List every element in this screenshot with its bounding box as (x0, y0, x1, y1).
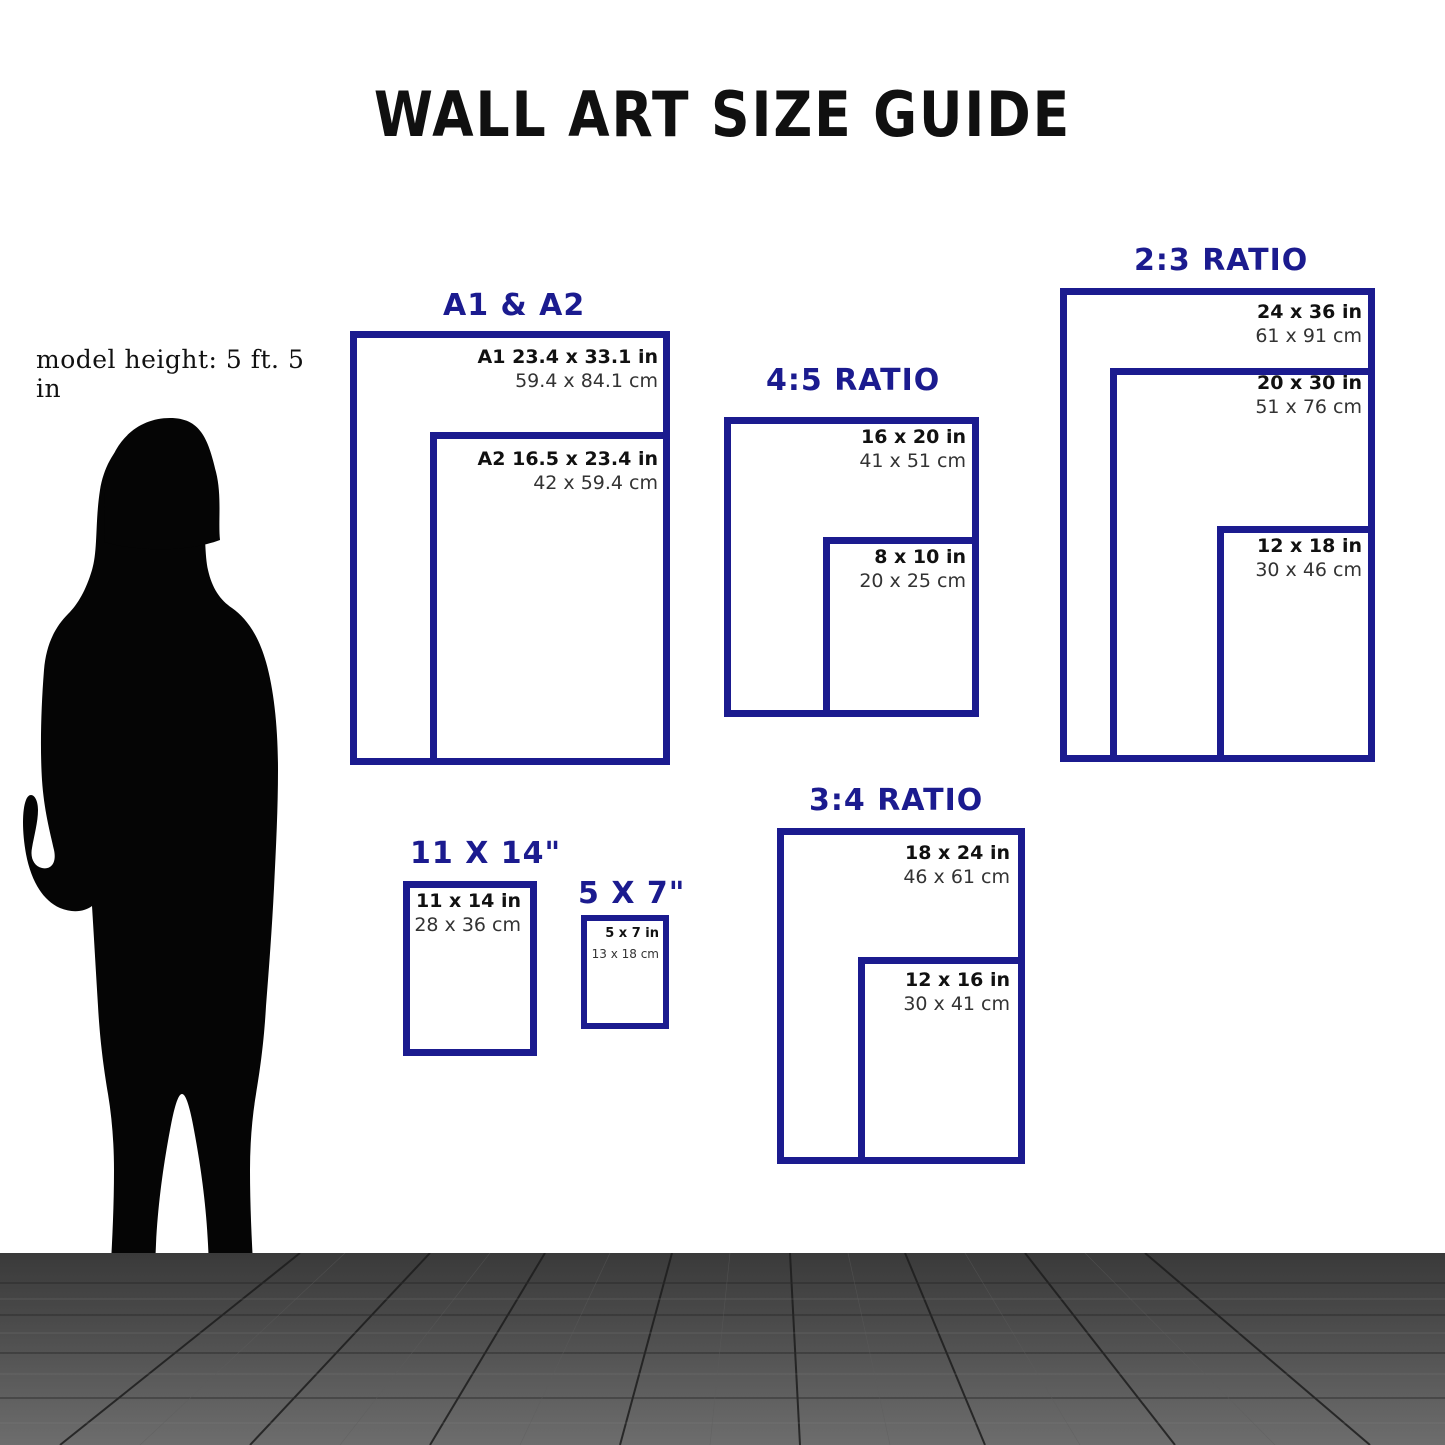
frame-20x30-cm: 51 x 76 cm (1255, 396, 1362, 419)
frame-16x20-dimensions (740, 425, 966, 474)
frame-18x24-dimensions (795, 841, 1010, 890)
frame-8x10-cm: 20 x 25 cm (859, 570, 966, 593)
model-silhouette (20, 418, 310, 1398)
frame-a1-tag: A1 (477, 346, 506, 368)
frame-18x24-inches: 18 x 24 in (904, 842, 1010, 864)
wood-floor (0, 1253, 1445, 1445)
frame-16x20-inches: 16 x 20 in (860, 426, 966, 448)
page-title: WALL ART SIZE GUIDE (373, 78, 1072, 151)
frame-a2-dimensions (400, 447, 658, 496)
frame-a1-dimensions (380, 345, 658, 394)
model-height-caption: model height: 5 ft. 5 in (36, 345, 305, 403)
frame-16x20-cm: 41 x 51 cm (859, 450, 966, 473)
group-label-11x14: 11 X 14" (410, 836, 562, 871)
frame-12x16-dimensions (838, 968, 1010, 1017)
frame-18x24-cm: 46 x 61 cm (903, 866, 1010, 889)
frame-24x36-dimensions (1120, 300, 1362, 349)
frame-12x16-inches: 12 x 16 in (904, 969, 1010, 991)
frame-24x36-cm: 61 x 91 cm (1255, 325, 1362, 348)
group-label-5x7: 5 X 7" (578, 876, 686, 911)
group-label-ratio-2-3: 2:3 RATIO (1134, 243, 1309, 278)
frame-8x10-dimensions (800, 545, 966, 594)
frame-8x10-inches: 8 x 10 in (874, 546, 966, 568)
frame-11x14-inches: 11 x 14 in (415, 890, 521, 912)
group-label-ratio-4-5: 4:5 RATIO (766, 363, 941, 398)
frame-12x18-inches: 12 x 18 in (1256, 535, 1362, 557)
frame-a1-cm: 59.4 x 84.1 cm (515, 370, 658, 393)
group-label-ratio-3-4: 3:4 RATIO (809, 783, 984, 818)
group-label-a-series: A1 & A2 (443, 288, 586, 323)
frame-11x14-cm: 28 x 36 cm (414, 914, 521, 937)
frame-12x18-dimensions (1190, 534, 1362, 583)
frame-5x7-dimensions (575, 922, 659, 963)
frame-a2-inches: 16.5 x 23.4 in (512, 448, 658, 470)
frame-5x7-inches: 5 x 7 in (605, 926, 659, 941)
frame-12x18-cm: 30 x 46 cm (1255, 559, 1362, 582)
frame-a1-inches: 23.4 x 33.1 in (512, 346, 658, 368)
frame-12x16-cm: 30 x 41 cm (903, 993, 1010, 1016)
frame-5x7-cm: 13 x 18 cm (591, 946, 659, 961)
frame-11x14-dimensions (395, 889, 521, 938)
frame-a2-tag: A2 (477, 448, 506, 470)
frame-20x30-dimensions (1140, 371, 1362, 420)
frame-a2-cm: 42 x 59.4 cm (533, 472, 658, 495)
frame-20x30-inches: 20 x 30 in (1256, 372, 1362, 394)
frame-24x36-inches: 24 x 36 in (1256, 301, 1362, 323)
